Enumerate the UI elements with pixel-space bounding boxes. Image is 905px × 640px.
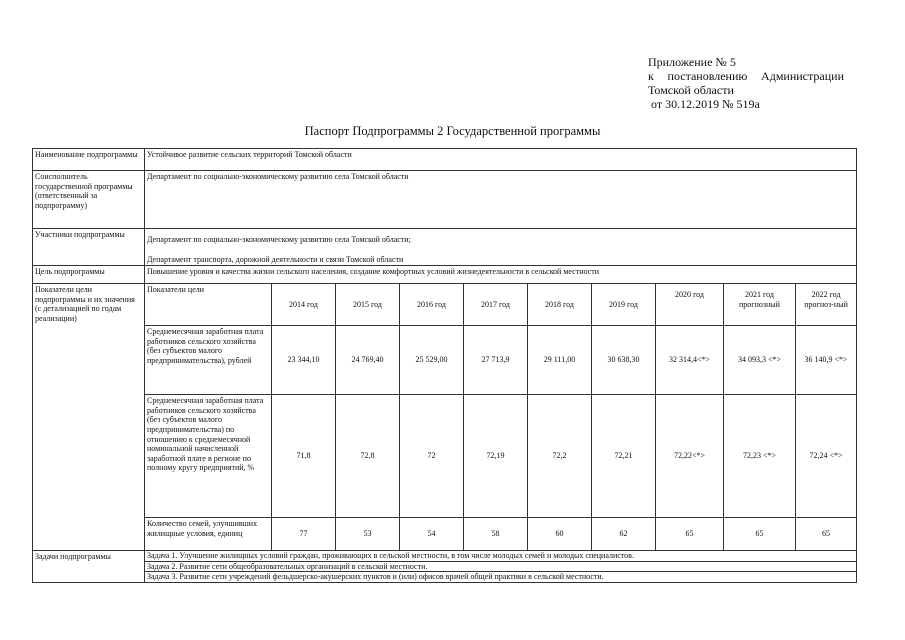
row-coexecutor-label: Соисполнитель государственной программы (ответственный за подпрограмму): [33, 171, 145, 229]
indicator-row: [33, 395, 857, 518]
appendix-line-2-left: к: [648, 69, 654, 83]
row-tasks: [33, 551, 857, 583]
row-tasks-value: [145, 551, 857, 583]
indicator-value: 27 713,9: [464, 326, 528, 395]
year-header: 2019 год: [592, 284, 656, 326]
row-participants-value: [145, 229, 857, 266]
row-name-value: Устойчивое развитие сельских территорий Томской области: [145, 149, 857, 171]
indicator-value: 30 638,30: [592, 326, 656, 395]
row-goal-value: Повышение уровня и качества жизни сельского населения, создание комфортных условий жизнедеятельности в сельской местности: [145, 266, 857, 284]
indicator-value: 58: [464, 518, 528, 551]
appendix-header: [648, 55, 844, 111]
appendix-line-2-mid: постановлению: [667, 69, 748, 83]
indicator-value: 72,19: [464, 395, 528, 518]
task-item: Задача 2. Развитие сети общеобразовательных организаций в сельской местности.: [145, 561, 856, 572]
indicator-value: 36 140,9 <*>: [796, 326, 857, 395]
task-item: Задача 1. Улучшение жилищных условий граждан, проживающих в сельской местности, в том числе молодых семей и молодых специалистов.: [147, 551, 634, 561]
year-header: 2021 год прогнозный: [724, 284, 796, 326]
row-name-label: Наименование подпрограммы: [33, 149, 145, 171]
indicator-value: 23 344,10: [272, 326, 336, 395]
row-participants-label: Участники подпрограммы: [33, 229, 145, 266]
indicator-row: [33, 326, 857, 395]
indicator-value: 24 769,40: [336, 326, 400, 395]
row-goal: [33, 266, 857, 284]
document-title: Паспорт Подпрограммы 2 Государственной программы: [304, 124, 601, 138]
year-header: 2015 год: [336, 284, 400, 326]
indicator-value: 29 111,00: [528, 326, 592, 395]
indicator-value: 53: [336, 518, 400, 551]
indicator-value: 65: [724, 518, 796, 551]
indicator-value: 72: [400, 395, 464, 518]
appendix-line-2: [648, 69, 844, 83]
indicator-value: 34 093,3 <*>: [724, 326, 796, 395]
indicator-name: Среднемесячная заработная плата работников сельского хозяйства (без субъектов малого предпринимательства), рублей: [145, 326, 272, 395]
row-indicators-label: Показатели цели подпрограммы и их значения (с детализацией по годам реализации): [33, 284, 145, 551]
row-goal-label: Цель подпрограммы: [33, 266, 145, 284]
indicator-value: 65: [656, 518, 724, 551]
indicator-value: 60: [528, 518, 592, 551]
indicators-header-label: Показатели цели: [145, 284, 272, 326]
appendix-line-1: Приложение № 5: [648, 55, 736, 69]
indicator-row: [33, 518, 857, 551]
participant-1: Департамент по социально-экономическому развитию села Томской области;: [147, 235, 411, 244]
task-item: Задача 3. Развитие сети учреждений фельдшерско-акушерских пунктов и (или) офисов врачей общей практики в сельской местности.: [145, 571, 856, 582]
row-tasks-label: Задачи подпрограммы: [33, 551, 145, 583]
appendix-line-3: Томской области: [648, 83, 734, 97]
year-header: 2020 год: [656, 284, 724, 326]
indicator-value: 54: [400, 518, 464, 551]
indicator-value: 72,24 <*>: [796, 395, 857, 518]
indicator-value: 25 529,00: [400, 326, 464, 395]
indicator-name: Среднемесячная заработная плата работников сельского хозяйства (без субъектов малого предпринимательства) по отношению к среднемесячной номинальной начисленной заработной плате в регионе по полному кругу предприятий, %: [145, 395, 272, 518]
indicator-value: 32 314,4<*>: [656, 326, 724, 395]
indicator-value: 72,21: [592, 395, 656, 518]
indicator-value: 65: [796, 518, 857, 551]
year-header: 2014 год: [272, 284, 336, 326]
indicator-value: 72,22<*>: [656, 395, 724, 518]
indicator-value: 72,23 <*>: [724, 395, 796, 518]
indicator-value: 77: [272, 518, 336, 551]
appendix-line-2-right: Администрации: [761, 69, 844, 83]
indicators-header-row: [33, 284, 857, 326]
appendix-line-4: от 30.12.2019 № 519а: [651, 97, 760, 111]
indicator-value: 72,8: [336, 395, 400, 518]
indicator-value: 62: [592, 518, 656, 551]
year-header: 2022 год прогноз-ный: [796, 284, 857, 326]
row-coexecutor: [33, 171, 857, 229]
year-header: 2016 год: [400, 284, 464, 326]
row-participants: [33, 229, 857, 266]
participant-2: Департамент транспорта, дорожной деятельности и связи Томской области: [147, 254, 404, 264]
passport-table: [32, 148, 857, 583]
indicator-value: 72,2: [528, 395, 592, 518]
year-header: 2018 год: [528, 284, 592, 326]
year-header: 2017 год: [464, 284, 528, 326]
row-name: [33, 149, 857, 171]
row-coexecutor-value: Департамент по социально-экономическому развитию села Томской области: [145, 171, 857, 229]
indicator-name: Количество семей, улучшивших жилищные условия, единиц: [145, 518, 272, 551]
indicator-value: 71,8: [272, 395, 336, 518]
